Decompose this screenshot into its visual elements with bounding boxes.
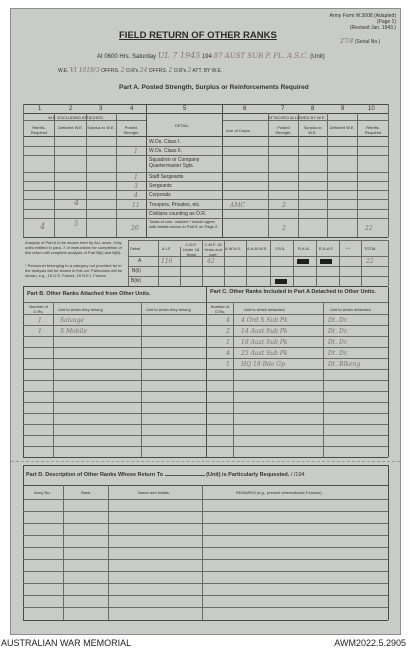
redaction-block <box>320 259 332 264</box>
col-number: 3 <box>99 106 103 112</box>
part-c-num: 1 <box>226 361 230 368</box>
part-b-col-number: Number of O.Rs. <box>29 304 48 314</box>
row-detail: Totals of coln. marked * should agree with details shown in Part E on Page 2. <box>149 219 219 229</box>
serial-number-value: 27/4 <box>340 38 354 45</box>
analysis-header: R.A.A.F. <box>319 246 334 251</box>
col-header: Deficient W.E. <box>329 125 355 130</box>
we-label: W.E. <box>58 68 69 74</box>
part-c-extra: Dt. Dr. <box>328 350 348 357</box>
footer-left: AUSTRALIAN WAR MEMORIAL <box>1 638 132 648</box>
col-header: Reinfts. Required <box>30 125 48 135</box>
part-a-title: Part A. Posted Strength, Surplus or Reinforcements Required <box>119 84 309 91</box>
part-d-col: REMARKS (e.g., present whereabouts if known). <box>236 490 323 495</box>
part-c-unit: 25 Aust Sub Pk <box>241 350 288 357</box>
part-b-num: 1 <box>38 328 42 335</box>
fold-crease <box>11 461 400 463</box>
unit-label: (Unit) <box>310 54 325 60</box>
analysis-header: C.M.F. Under 18 Years <box>182 242 200 257</box>
part-c-unit: 18 Aust Sub Pk <box>241 339 288 346</box>
part-b-unit: S Mobile <box>60 328 88 335</box>
part-d-title: Part D. Description of Other Ranks Whose Return To <box>26 472 164 478</box>
part-c-num: 1 <box>226 339 230 346</box>
col-number: 4 <box>130 106 134 112</box>
analysis-header: * * <box>346 246 351 251</box>
part-c-extra: Dt. Dr. <box>328 339 348 346</box>
ors-label: O.R's <box>126 68 139 74</box>
col-number: 1 <box>38 106 42 112</box>
col-header: Surplus to W.E. <box>87 125 115 130</box>
at-label: At 0600 Hrs. Saturday <box>97 54 157 60</box>
row-detail: W.Os. Class I. <box>149 139 181 145</box>
part-d-col: Rank. <box>81 490 92 495</box>
serial-number-label: (Serial No.) <box>354 39 381 45</box>
row-detail: Staff Sergeants <box>149 174 184 180</box>
deficient-mark: 5 <box>74 220 79 228</box>
analysis-header: Detail <box>130 246 141 251</box>
part-c-unit: HQ 18 Bde Gp <box>241 361 285 368</box>
part-c-num: 4 <box>226 350 230 357</box>
part-c-num: 2 <box>226 328 230 335</box>
analysis-header: TOTAL <box>364 246 377 251</box>
col-header: Posted Strength <box>123 125 139 135</box>
col-number: 9 <box>341 106 345 112</box>
col-number: 6 <box>243 106 247 112</box>
col-header: Posted Strength. <box>275 125 292 135</box>
analysis-header: A.A.M.W.S. <box>247 246 268 251</box>
offrs-value: 2 <box>120 67 125 74</box>
redaction-block <box>297 259 309 264</box>
form-reference: Army Form W.3008 (Adapted) (Page 1) (Revised Jan. 1943.) <box>329 13 396 31</box>
analysis-header: C.M.F. 18 Years and over <box>204 242 222 257</box>
analysis-header: A.I.F. <box>162 246 172 251</box>
part-b-col-unit: Unit to which they belong <box>58 307 103 312</box>
posted-value: 4 <box>134 192 138 199</box>
part-b-unit: Salvage <box>60 317 84 324</box>
part-c-unit: 14 Aust Sub Pk <box>241 328 288 335</box>
analysis-row-label: A <box>138 258 142 264</box>
at-date-stamp: UL 7 1945 <box>157 51 201 60</box>
part-c-extra: Dt. Dr. <box>328 328 348 335</box>
row-detail: W.Os. Class II. <box>149 148 183 154</box>
part-b-title: Part B. Other Ranks Attached from Other Units. <box>27 291 151 297</box>
posted-value: 1 <box>134 174 138 181</box>
part-d-col: Army No. <box>34 490 51 495</box>
col-number: 5 <box>183 106 187 112</box>
analysis-row-label: B(ii) <box>132 268 141 274</box>
part-c-title: Part C. Other Ranks Included in Part A Detached to Other Units. <box>210 289 376 295</box>
att-label: ATT. BY W.E. <box>192 68 223 74</box>
part-c-num: 4 <box>226 317 230 324</box>
analysis-cmf-value: 42 <box>207 258 215 265</box>
analysis-header: R.A.N. <box>298 246 310 251</box>
reinf-value: 4 <box>40 222 46 231</box>
analysis-header: A.W.A.S. <box>225 246 242 251</box>
part-c-extra: Dt. Blkeng <box>328 361 361 368</box>
offrs2-value: 2 <box>168 67 173 74</box>
part-d-col: Name and Initials. <box>138 490 171 495</box>
redaction-block <box>275 279 287 284</box>
col-number: 8 <box>311 106 315 112</box>
col-number: 2 <box>69 106 73 112</box>
offrs-label: OFFRS. <box>101 68 120 74</box>
row-detail: Civilians counting as O.R. <box>149 211 207 217</box>
analysis-header: CIVIL <box>275 246 286 251</box>
deficient-mark: 4 <box>74 198 80 207</box>
col-number: 10 <box>368 106 375 112</box>
form-title: FIELD RETURN OF OTHER RANKS <box>119 30 277 41</box>
we-value: VI 1019/3 <box>69 67 100 74</box>
posted-value: 11 <box>132 202 140 209</box>
unit-stamp: 87 AUST SUB P. PL. A.S.C. <box>213 52 309 60</box>
col-header: Arm of Corps. <box>226 128 251 133</box>
ors2-label: O.R's <box>173 68 187 74</box>
arm-value: AMC <box>230 202 246 209</box>
we-excluding-header: W.E. EXCLUDING ATTACHED. <box>48 115 104 120</box>
part-d-date: / /194 <box>290 472 305 478</box>
part-c-col-number: Number of O.Rs. <box>210 304 230 314</box>
analysis-aif-value: 116 <box>161 258 173 265</box>
attached-value: 2 <box>282 202 286 209</box>
analysis-note: * Personnel belonging to a category not provided for in the analysis will be shown in this col. Particulars will be shown, e.g., 16 U.S. Forces, 19 N.E.I. Forces. <box>25 263 123 278</box>
ors-value: 24 <box>139 67 148 74</box>
offrs2-label: OFFRS. <box>148 68 168 74</box>
row-detail: Squadron or Company Quartermaster Sgts. <box>149 157 200 169</box>
row-detail: Sergeants <box>149 183 172 189</box>
col-header: Deficient W.E. <box>57 125 84 130</box>
attached-header: ATTACHED ALLOWED BY W.E. <box>268 115 326 120</box>
row-detail: Troopers, Privates, etc. <box>149 202 201 208</box>
part-c-extra: Dt. Dr. <box>328 317 348 324</box>
col-header: Reinfts. Required <box>364 125 382 135</box>
analysis-row-label: B(iii) <box>131 278 141 284</box>
analysis-total-value: 22 <box>366 258 374 265</box>
part-c-col-unit: Unit to which detached. <box>330 307 372 312</box>
part-d-title-mid: (Unit) is Particularly Requested. <box>206 472 290 478</box>
col-header: Surplus to W.E. <box>303 125 322 135</box>
col-number: 7 <box>281 106 285 112</box>
part-b-col-unit: Unit to which they belong <box>146 307 191 312</box>
attached-total: 22 <box>365 225 373 232</box>
ors2-value: 2 <box>187 67 192 74</box>
posted-value: 20 <box>131 225 139 232</box>
part-b-num: 1 <box>38 317 42 324</box>
analysis-text: Analysis of Part A to be shown here by ALL arms. Only units entitled in para. 7 of instructions for completion of this return will complete analysis of Part B(ii) and B(iii). <box>25 240 122 255</box>
posted-value: 3 <box>134 183 138 190</box>
row-detail: Corporals <box>149 192 171 198</box>
attached-value: 2 <box>282 225 286 232</box>
posted-value: 1 <box>134 148 138 155</box>
year-suffix: 194 <box>201 54 212 60</box>
part-c-unit: 4 Ord S Sub Pk <box>241 317 288 324</box>
detail-header: DETAIL. <box>175 123 190 128</box>
footer-right: AWM2022.5.2905 <box>334 638 406 648</box>
part-c-col-unit: Unit to which detached. <box>244 307 286 312</box>
